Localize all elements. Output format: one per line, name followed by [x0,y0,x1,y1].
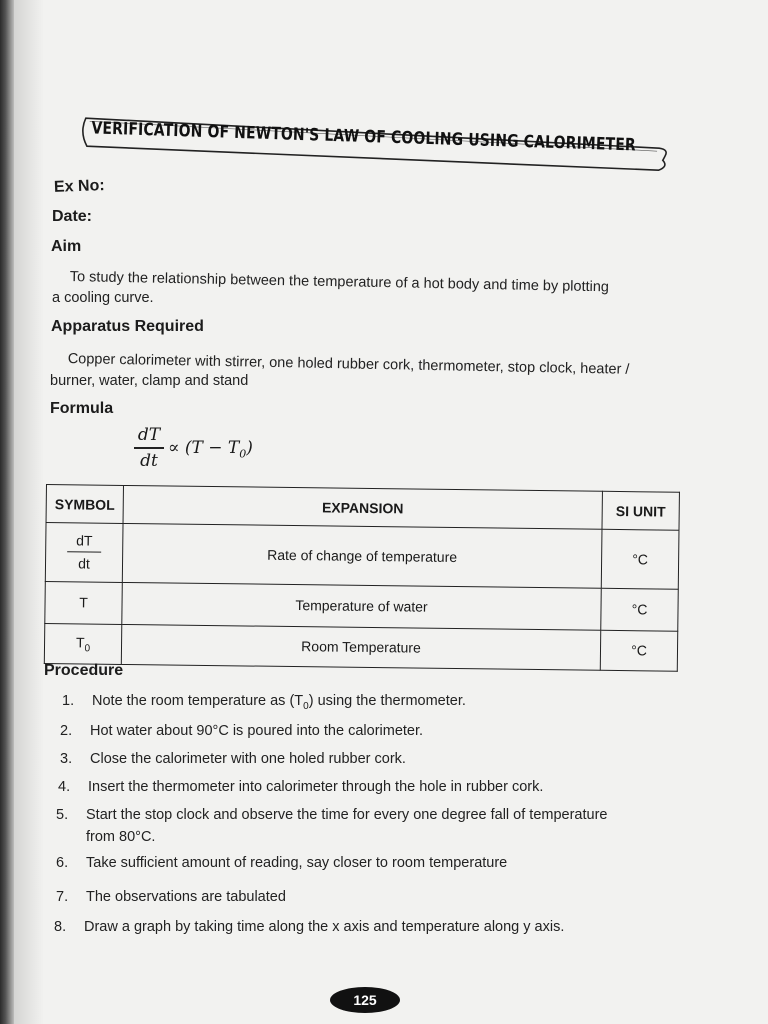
fraction-bar [67,552,101,553]
symbol-main: T [75,633,85,651]
step-number: 4. [58,779,71,795]
step-text: Close the calorimeter with one holed rubber cork. [90,751,406,767]
date-label: Date: [52,208,93,225]
formula-fraction [134,425,164,471]
step-number: 8. [54,919,67,935]
step-number: 1. [62,693,75,709]
list-item [58,776,543,798]
step-text: The observations are tabulated [86,889,286,905]
unit-cell: °C [601,588,679,631]
formula-denominator: dt [140,450,158,471]
page-title: VERIFICATION OF NEWTON'S LAW OF COOLING USING CALORIMETER [91,118,637,156]
unit-cell: °C [600,630,677,671]
expansion-cell: Room Temperature [121,624,600,670]
list-item [60,748,406,770]
symbol-sub: 0 [84,642,91,654]
fraction-bar [134,447,164,449]
apparatus-line-2: burner, water, clamp and stand [50,373,249,389]
list-item [62,690,466,718]
list-item [54,916,564,938]
page-gutter-shadow [14,0,44,1024]
unit-cell: °C [601,529,679,589]
procedure-heading: Procedure [44,662,124,679]
aim-heading: Aim [51,238,82,255]
formula-rhs-main: ∝ (T − T [168,438,240,458]
aim-line-2: a cooling curve. [52,290,154,306]
step-number: 5. [56,807,69,823]
step-text: Hot water about 90°C is poured into the calorimeter. [90,723,424,739]
symbol-numerator: dT [76,532,93,549]
ex-no-label: Ex No: [53,177,105,196]
list-item [56,852,507,874]
step-text: Start the stop clock and observe the time for every one degree fall of temperature [86,807,608,823]
apparatus-line-1: Copper calorimeter with stirrer, one holed rubber cork, thermometer, stop clock, heater / [67,350,630,378]
symbol-cell [44,623,121,664]
step-text-end: ) using the thermometer. [308,693,466,709]
book-spine [0,0,14,1024]
formula-heading: Formula [50,400,114,417]
table-row [45,523,679,589]
step-number: 3. [60,751,73,767]
step-number: 7. [56,889,69,905]
formula-rhs [168,438,253,460]
apparatus-heading: Apparatus Required [51,318,204,335]
page-number-badge: 125 [330,987,400,1013]
expansion-cell: Temperature of water [122,582,601,630]
list-item [56,886,286,908]
step-continuation: from 80°C. [86,829,156,845]
symbol-table [44,484,680,672]
step-text: Draw a graph by taking time along the x axis and temperature along y axis. [84,919,565,935]
step-sub: 0 [303,700,309,712]
table-row [44,623,677,671]
formula-rhs-sub: 0 [239,447,247,461]
symbol-cell: T [45,581,123,624]
step-number: 6. [56,855,69,871]
header-expansion: EXPANSION [123,485,602,529]
step-number: 2. [60,723,73,739]
step-text: Insert the thermometer into calorimeter through the hole in rubber cork. [88,779,544,795]
header-si-unit: SI UNIT [602,491,679,530]
formula-rhs-close: ) [246,438,253,458]
formula-numerator: dT [137,425,161,445]
title-banner [79,112,665,170]
step-text: Note the room temperature as (T [92,693,304,709]
step-text: Take sufficient amount of reading, say closer to room temperature [86,855,508,871]
header-symbol: SYMBOL [46,485,123,524]
list-item [56,804,607,848]
aim-line-1: To study the relationship between the temperature of a hot body and time by plotting [69,268,610,296]
symbol-cell [45,523,123,583]
symbol-denominator: dt [78,555,90,572]
list-item [60,720,423,742]
expansion-cell: Rate of change of temperature [122,524,602,588]
symbol-fraction [67,532,101,573]
